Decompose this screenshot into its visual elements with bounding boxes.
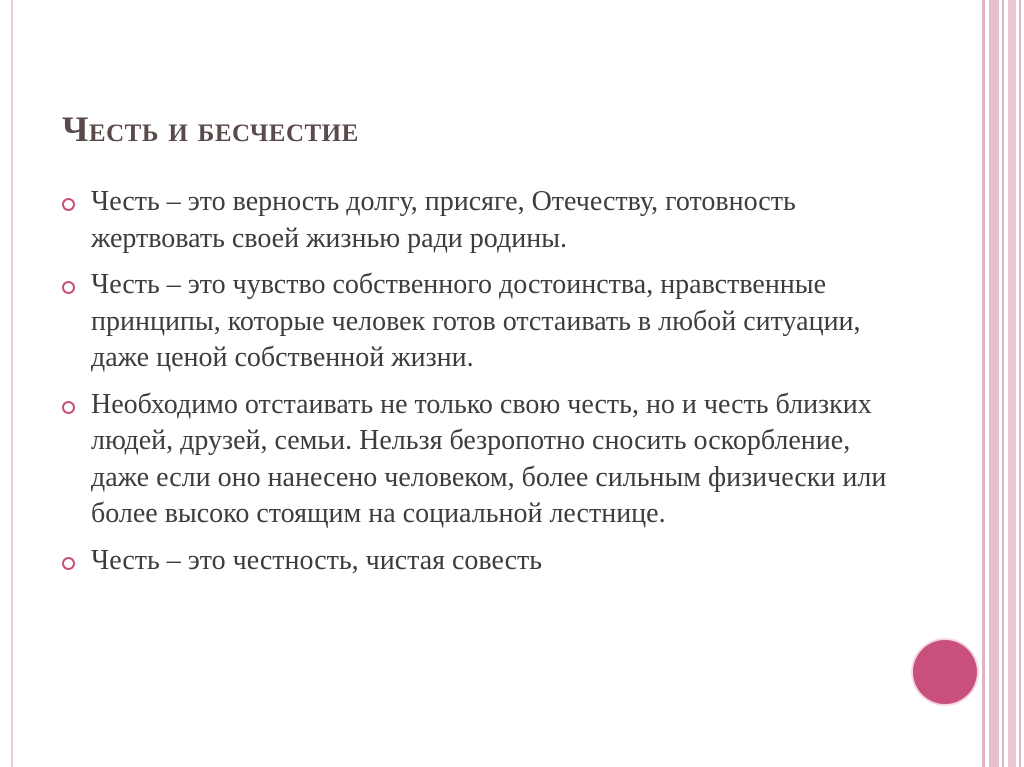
ring-bullet-icon — [62, 281, 75, 294]
bullet-item — [62, 184, 902, 257]
bullet-item — [62, 543, 902, 580]
decorative-circle — [913, 640, 977, 704]
decorative-stripe — [1008, 0, 1016, 767]
ring-bullet-icon — [62, 198, 75, 211]
ring-bullet-icon — [62, 557, 75, 570]
slide-title: Честь и бесчестие — [62, 109, 359, 149]
bullet-text: Необходимо отстаивать не только свою честь, но и честь близких людей, друзей, семьи. Нельзя безропотно сносить оскорбление, даже если оно нанесено человеком, более сильным физически или более высоко стоящим на социальной лестнице. — [91, 388, 887, 529]
decorative-stripe — [982, 0, 985, 767]
bullet-text: Честь – это верность долгу, присяге, Отечеству, готовность жертвовать своей жизнью ради родины. — [91, 186, 796, 254]
bullet-text: Честь – это чувство собственного достоинства, нравственные принципы, которые человек готов отстаивать в любой ситуации, даже ценой собственной жизни. — [91, 269, 861, 373]
decorative-stripe — [989, 0, 999, 767]
bullet-text: Честь – это честность, чистая совесть — [91, 544, 543, 576]
ring-bullet-icon — [62, 401, 75, 414]
bullet-list — [62, 184, 902, 589]
bullet-item — [62, 267, 902, 377]
decorative-stripe — [1002, 0, 1004, 767]
bullet-item — [62, 387, 902, 533]
decorative-stripe — [1019, 0, 1021, 767]
left-border-rule — [11, 0, 13, 767]
